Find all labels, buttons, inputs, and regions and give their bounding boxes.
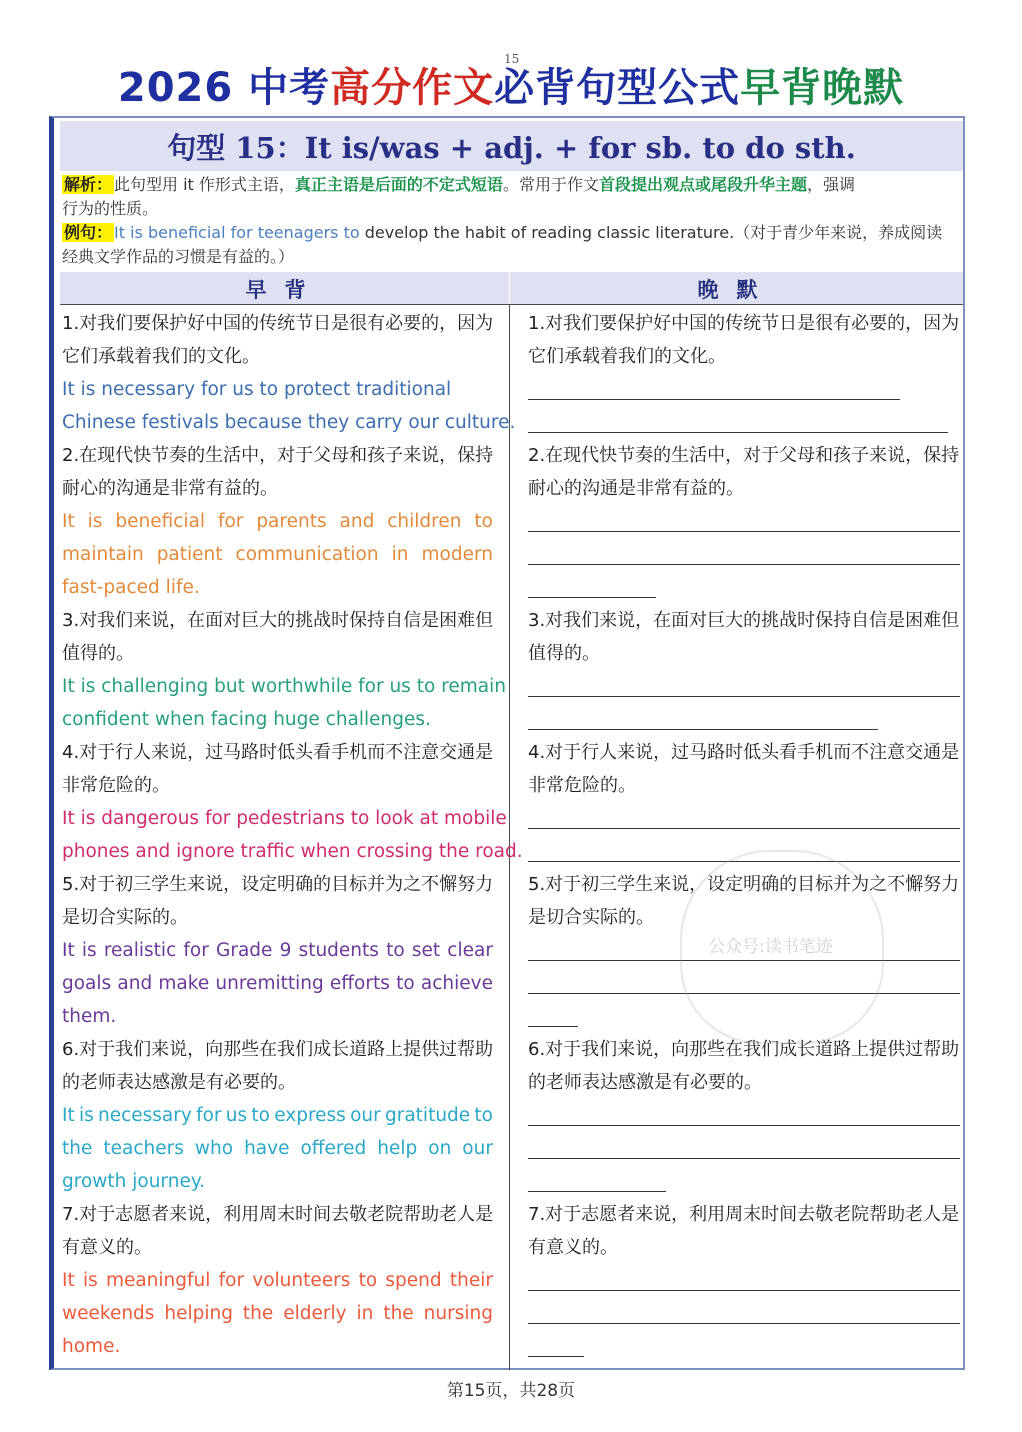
- english-word: express: [274, 1105, 346, 1126]
- english-word: make: [158, 973, 210, 994]
- item-1-chinese-line: 1.对我们要保护好中国的传统节日是很有必要的，因为: [62, 313, 494, 334]
- page-footer: 第15页，共28页: [446, 1381, 576, 1401]
- english-word: for: [196, 1105, 222, 1126]
- item-5-prompt-line: 是切合实际的。: [528, 907, 654, 928]
- english-word: confident when facing huge challenges.: [62, 709, 431, 730]
- item-7-english-line: [62, 1330, 493, 1363]
- answer-blank-line[interactable]: [528, 571, 960, 604]
- english-word: growth journey.: [62, 1171, 206, 1192]
- english-word: the: [62, 1138, 93, 1159]
- morning-column: [62, 307, 523, 1363]
- item-5-chinese-line: 5.对于初三学生来说，设定明确的目标并为之不懈努力: [62, 874, 494, 895]
- item-7-english-line: [62, 1297, 493, 1330]
- item-4-chinese-line: 非常危险的。: [62, 775, 170, 796]
- answer-blank-line[interactable]: [528, 538, 960, 571]
- english-word: home.: [62, 1336, 121, 1357]
- item-3-prompt-line: 值得的。: [528, 643, 600, 664]
- item-5-english-line: [62, 1000, 493, 1033]
- english-word: volunteers: [252, 1270, 351, 1291]
- english-word: spend: [385, 1270, 442, 1291]
- item-2-chinese-line: 耐心的沟通是非常有益的。: [62, 478, 278, 499]
- item-7-english-line: [62, 1264, 493, 1297]
- item-6-chinese-line: 6.对于我们来说，向那些在我们成长道路上提供过帮助: [62, 1039, 494, 1060]
- item-7-prompt-line: 7.对于志愿者来说，利用周末时间去敬老院帮助老人是: [528, 1204, 960, 1225]
- title-part-4: 早背晚默: [740, 65, 905, 111]
- english-word: and: [339, 511, 375, 532]
- answer-blank-line[interactable]: [528, 670, 960, 703]
- answer-blank-line[interactable]: [528, 406, 960, 439]
- page-title: [0, 56, 1022, 113]
- english-word: parents: [256, 511, 327, 532]
- english-word: them.: [62, 1006, 117, 1027]
- item-5-chinese-line: 是切合实际的。: [62, 907, 188, 928]
- english-word: is: [87, 511, 103, 532]
- english-word: on: [428, 1138, 452, 1159]
- english-word: patient: [156, 544, 223, 565]
- english-word: communication: [235, 544, 379, 565]
- item-7-prompt-line: 有意义的。: [528, 1237, 618, 1258]
- english-word: weekends: [62, 1303, 155, 1324]
- answer-blank-line[interactable]: [528, 703, 960, 736]
- english-word: 9: [279, 940, 292, 961]
- english-word: have: [244, 1138, 290, 1159]
- english-word: offered: [300, 1138, 367, 1159]
- item-2-english-line: [62, 505, 493, 538]
- english-word: is: [81, 940, 97, 961]
- item-4-prompt-line: 非常危险的。: [528, 775, 636, 796]
- item-4-english-line: [62, 835, 523, 868]
- english-word: our: [462, 1138, 493, 1159]
- item-5-prompt-line: 5.对于初三学生来说，设定明确的目标并为之不懈努力: [528, 874, 960, 895]
- item-2-prompt-line: 耐心的沟通是非常有益的。: [528, 478, 744, 499]
- item-5-english-line: [62, 934, 493, 967]
- example-translation: 经典文学作品的习惯是有益的。）: [62, 247, 295, 266]
- english-word: is: [82, 1270, 98, 1291]
- answer-blank-line[interactable]: [528, 1099, 960, 1132]
- english-word: necessary: [98, 1105, 192, 1126]
- item-3-prompt-line: 3.对我们来说，在面对巨大的挑战时保持自信是困难但: [528, 610, 960, 631]
- answer-blank-line[interactable]: [528, 373, 960, 406]
- english-word: to: [474, 511, 493, 532]
- title-part-3: 必背句型公式: [494, 65, 741, 111]
- english-word: It is necessary for us to protect traditional: [62, 379, 452, 400]
- item-3-chinese-line: 值得的。: [62, 643, 134, 664]
- english-word: our: [350, 1105, 381, 1126]
- answer-blank-line[interactable]: [528, 1165, 960, 1198]
- item-3-english-line: [62, 670, 506, 703]
- analysis-highlight-1: 真正主语是后面的不定式短语: [294, 175, 503, 194]
- english-word: to: [474, 1105, 493, 1126]
- item-7-chinese-line: 有意义的。: [62, 1237, 152, 1258]
- column-header-evening: 晚默: [510, 272, 963, 305]
- english-word: realistic: [103, 940, 177, 961]
- item-1-english-line: [62, 373, 493, 406]
- english-word: modern: [421, 544, 493, 565]
- english-word: It: [62, 511, 75, 532]
- item-2-english-line: [62, 538, 493, 571]
- answer-blank-line[interactable]: [528, 1297, 960, 1330]
- english-word: set: [411, 940, 441, 961]
- item-6-english-line: [62, 1165, 493, 1198]
- analysis-text-1: 此句型用 it 作形式主语，: [114, 175, 295, 194]
- evening-column: [528, 307, 960, 1363]
- item-3-chinese-line: 3.对我们来说，在面对巨大的挑战时保持自信是困难但: [62, 610, 494, 631]
- english-word: maintain: [62, 544, 144, 565]
- pattern-header: [60, 121, 963, 171]
- english-word: for: [218, 1270, 245, 1291]
- english-word: achieve: [420, 973, 493, 994]
- english-word: children: [387, 511, 462, 532]
- analysis-text-3: ，强调: [806, 175, 855, 194]
- column-divider: [509, 305, 510, 1370]
- example-label: 例句：: [64, 223, 113, 242]
- english-word: gratitude: [384, 1105, 471, 1126]
- english-word: is: [78, 1105, 94, 1126]
- answer-blank-line[interactable]: [528, 1132, 960, 1165]
- analysis-highlight-2: 首段提出观点或尾段升华主题: [598, 175, 807, 194]
- english-word: us: [225, 1105, 248, 1126]
- analysis-text-2: 。常用于作文: [502, 175, 599, 194]
- english-word: It: [62, 940, 75, 961]
- answer-blank-line[interactable]: [528, 505, 960, 538]
- item-2-english-line: [62, 571, 493, 604]
- english-word: clear: [447, 940, 493, 961]
- item-3-english-line: [62, 703, 493, 736]
- example-text: develop the habit of reading classic literature.（对于青少年来说，养成阅读: [359, 223, 943, 242]
- item-1-prompt-line: 它们承载着我们的文化。: [528, 346, 726, 367]
- english-word: to: [386, 940, 405, 961]
- english-word: Grade: [216, 940, 273, 961]
- answer-blank-line[interactable]: [528, 1264, 960, 1297]
- analysis-label: 解析：: [64, 175, 113, 194]
- english-word: nursing: [423, 1303, 493, 1324]
- english-word: Chinese festivals because they carry our culture.: [62, 412, 516, 433]
- item-2-chinese-line: 2.在现代快节奏的生活中，对于父母和孩子来说，保持: [62, 445, 494, 466]
- item-1-english-line: [62, 406, 516, 439]
- english-word: the: [242, 1303, 274, 1324]
- english-word: phones and ignore traffic when crossing the road.: [62, 841, 523, 862]
- english-word: for: [217, 511, 244, 532]
- item-1-prompt-line: 1.对我们要保护好中国的传统节日是很有必要的，因为: [528, 313, 960, 334]
- english-word: the: [383, 1303, 414, 1324]
- english-word: who: [194, 1138, 234, 1159]
- title-part-1: 2026 中考: [117, 65, 331, 111]
- english-word: their: [449, 1270, 493, 1291]
- item-4-prompt-line: 4.对于行人来说，过马路时低头看手机而不注意交通是: [528, 742, 960, 763]
- english-word: It is challenging but worthwhile for us to remain: [62, 676, 506, 697]
- english-word: students: [298, 940, 379, 961]
- item-6-prompt-line: 的老师表达感激是有必要的。: [528, 1072, 762, 1093]
- english-word: to: [251, 1105, 270, 1126]
- english-word: It is dangerous for pedestrians to look at mobile: [62, 808, 507, 829]
- english-word: in: [356, 1303, 374, 1324]
- item-5-english-line: [62, 967, 493, 1000]
- english-word: teachers: [103, 1138, 184, 1159]
- analysis-text-4: 行为的性质。: [62, 199, 159, 218]
- header-divider: [60, 304, 963, 305]
- watermark: 公众号:读书笔迹: [708, 937, 833, 957]
- pattern-title: 句型 15：It is/was + adj. + for sb. to do sth.: [167, 130, 856, 165]
- example-highlight: It is beneficial for teenagers to: [114, 223, 360, 242]
- english-word: goals: [62, 973, 112, 994]
- english-word: efforts: [329, 973, 390, 994]
- top-page-number: 15: [504, 52, 520, 66]
- item-4-chinese-line: 4.对于行人来说，过马路时低头看手机而不注意交通是: [62, 742, 494, 763]
- item-2-prompt-line: 2.在现代快节奏的生活中，对于父母和孩子来说，保持: [528, 445, 960, 466]
- item-1-chinese-line: 它们承载着我们的文化。: [62, 346, 260, 367]
- english-word: beneficial: [115, 511, 206, 532]
- english-word: It: [62, 1105, 75, 1126]
- english-word: helping: [164, 1303, 233, 1324]
- english-word: elderly: [283, 1303, 347, 1324]
- english-word: to: [396, 973, 415, 994]
- english-word: in: [391, 544, 409, 565]
- answer-blank-line[interactable]: [528, 1330, 960, 1363]
- english-word: fast-paced life.: [62, 577, 200, 598]
- english-word: unremitting: [215, 973, 324, 994]
- english-word: help: [377, 1138, 418, 1159]
- item-7-chinese-line: 7.对于志愿者来说，利用周末时间去敬老院帮助老人是: [62, 1204, 494, 1225]
- answer-blank-line[interactable]: [528, 802, 960, 835]
- english-word: for: [183, 940, 209, 961]
- item-6-chinese-line: 的老师表达感激是有必要的。: [62, 1072, 296, 1093]
- item-6-english-line: [62, 1132, 493, 1165]
- column-header-morning: 早背: [60, 272, 509, 305]
- analysis-block: [62, 173, 962, 269]
- item-6-prompt-line: 6.对于我们来说，向那些在我们成长道路上提供过帮助: [528, 1039, 960, 1060]
- english-word: and: [117, 973, 153, 994]
- english-word: meaningful: [105, 1270, 211, 1291]
- english-word: to: [358, 1270, 378, 1291]
- item-6-english-line: [62, 1099, 493, 1132]
- title-part-2: 高分作文: [330, 65, 495, 111]
- english-word: It: [62, 1270, 75, 1291]
- item-4-english-line: [62, 802, 507, 835]
